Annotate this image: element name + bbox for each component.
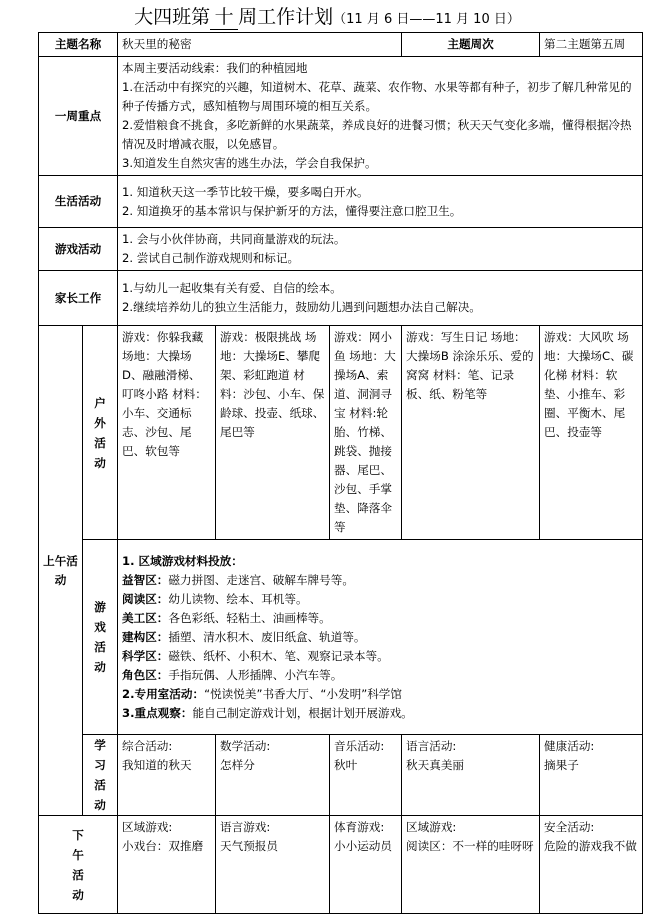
theme-value: 秋天里的秘密: [118, 33, 402, 57]
parents-label: 家长工作: [39, 271, 118, 326]
focus-line: 本周主要活动线索：我们的种植园地: [122, 61, 308, 75]
play-heading: 1. 区域游戏材料投放：: [122, 553, 243, 568]
game-line: 1. 会与小伙伴协商，共同商量游戏的玩法。: [122, 232, 346, 246]
outdoor-cell: 游戏：极限挑战 场地：大操场E、攀爬架、彩虹跑道 材料：沙包、小车、保龄球、投壶、纸球、尾巴等: [216, 326, 330, 540]
area-item: 益智区：磁力拼图、走迷宫、破解车牌号等。: [122, 572, 354, 587]
key-observation: 3.重点观察：能自己制定游戏计划，根据计划开展游戏。: [122, 705, 413, 720]
play-row: [39, 540, 643, 735]
outdoor-label: 户外活动: [83, 326, 118, 540]
area-item: 角色区：手指玩偶、人形插牌、小汽车等。: [122, 667, 343, 682]
play-label: 游戏活动: [83, 540, 118, 735]
learning-cell: 音乐活动: 秋叶: [330, 735, 402, 816]
theme-label: 主题名称: [39, 33, 118, 57]
game-row: [39, 228, 643, 271]
learning-cell: 语言活动: 秋天真美丽: [402, 735, 540, 816]
weekly-plan-table: [38, 32, 643, 914]
title-suffix: 周工作计划: [238, 6, 334, 28]
life-line: 1. 知道秋天这一季节比较干燥，要多喝白开水。: [122, 184, 369, 199]
learning-label: 学习活动: [83, 735, 118, 816]
area-item: 阅读区：幼儿读物、绘本、耳机等。: [122, 591, 308, 606]
special-room: 2.专用室活动：“悦读悦美”书香大厅、“小发明”科学馆: [122, 686, 402, 701]
date-range: （11 月 6 日——11 月 10 日）: [333, 12, 520, 27]
focus-row: [39, 57, 643, 176]
page-title: [0, 2, 654, 30]
morning-label: 上午活动: [39, 326, 83, 816]
outdoor-cell: 游戏：网小鱼 场地：大操场A、索道、洞洞寻宝 材料:轮胎、竹梯、跳袋、抛接器、尾巴、沙包、手掌垫、降落伞等: [330, 326, 402, 540]
afternoon-label: 下午活动: [39, 816, 118, 914]
title-prefix: 大四班第: [134, 6, 211, 28]
theme-week-value: 第二主题第五周: [540, 33, 643, 57]
life-line: 2. 知道换牙的基本常识与保护新牙的方法，懂得要注意口腔卫生。: [122, 203, 462, 218]
parents-content: [118, 271, 643, 326]
area-item: 科学区：磁铁、纸杯、小积木、笔、观察记录本等。: [122, 648, 389, 663]
parents-row: [39, 271, 643, 326]
outdoor-cell: 游戏：你躲我藏 场地：大操场D、融融滑梯、叮咚小路 材料：小车、交通标志、沙包、尾巴、软包等: [118, 326, 216, 540]
life-row: [39, 176, 643, 228]
area-item: 美工区：各色彩纸、轻粘土、油画棒等。: [122, 610, 331, 625]
life-content: [118, 176, 643, 228]
afternoon-cell: 语言游戏: 天气预报员: [216, 816, 330, 914]
play-content: [118, 540, 643, 735]
afternoon-row: [39, 816, 643, 914]
afternoon-cell: 区域游戏: 阅读区：不一样的哇呀呀: [402, 816, 540, 914]
learning-cell: 综合活动: 我知道的秋天: [118, 735, 216, 816]
focus-line: 2.爱惜粮食不挑食，多吃新鲜的水果蔬菜，养成良好的进餐习惯；秋天天气变化多端，懂得根据冷热情况及时增减衣服，以免感冒。: [122, 118, 632, 151]
outdoor-row: [39, 326, 643, 540]
learning-row: [39, 735, 643, 816]
area-item: 建构区：插塑、清水积木、废旧纸盒、轨道等。: [122, 629, 366, 644]
outdoor-cell: 游戏：写生日记 场地：大操场B 涂涂乐乐、爱的窝窝 材料：笔、记录板、纸、粉笔等: [402, 326, 540, 540]
focus-content: [118, 57, 643, 176]
game-line: 2. 尝试自己制作游戏规则和标记。: [122, 251, 300, 265]
game-label: 游戏活动: [39, 228, 118, 271]
focus-label: 一周重点: [39, 57, 118, 176]
theme-week-label: 主题周次: [402, 33, 540, 57]
theme-row: [39, 33, 643, 57]
parents-line: 1.与幼儿一起收集有关有爱、自信的绘本。: [122, 281, 342, 295]
focus-line: 1.在活动中有探究的兴趣，知道树木、花草、蔬菜、农作物、水果等都有种子，初步了解几种常见的种子传播方式，感知植物与周围环境的相互关系。: [122, 80, 632, 113]
learning-cell: 健康活动: 摘果子: [540, 735, 643, 816]
outdoor-cell: 游戏：大风吹 场地：大操场C、碳化梯 材料：软垫、小推车、彩圈、平衡木、尾巴、投壶等: [540, 326, 643, 540]
learning-cell: 数学活动: 怎样分: [216, 735, 330, 816]
afternoon-cell: 区域游戏: 小戏台：双推磨: [118, 816, 216, 914]
game-content: [118, 228, 643, 271]
parents-line: 2.继续培养幼儿的独立生活能力，鼓励幼儿遇到问题想办法自己解决。: [122, 300, 481, 314]
afternoon-cell: 体育游戏: 小小运动员: [330, 816, 402, 914]
week-number: 十: [210, 2, 238, 30]
focus-line: 3.知道发生自然灾害的逃生办法，学会自我保护。: [122, 156, 377, 170]
life-label: 生活活动: [39, 176, 118, 228]
afternoon-cell: 安全活动: 危险的游戏我不做: [540, 816, 643, 914]
